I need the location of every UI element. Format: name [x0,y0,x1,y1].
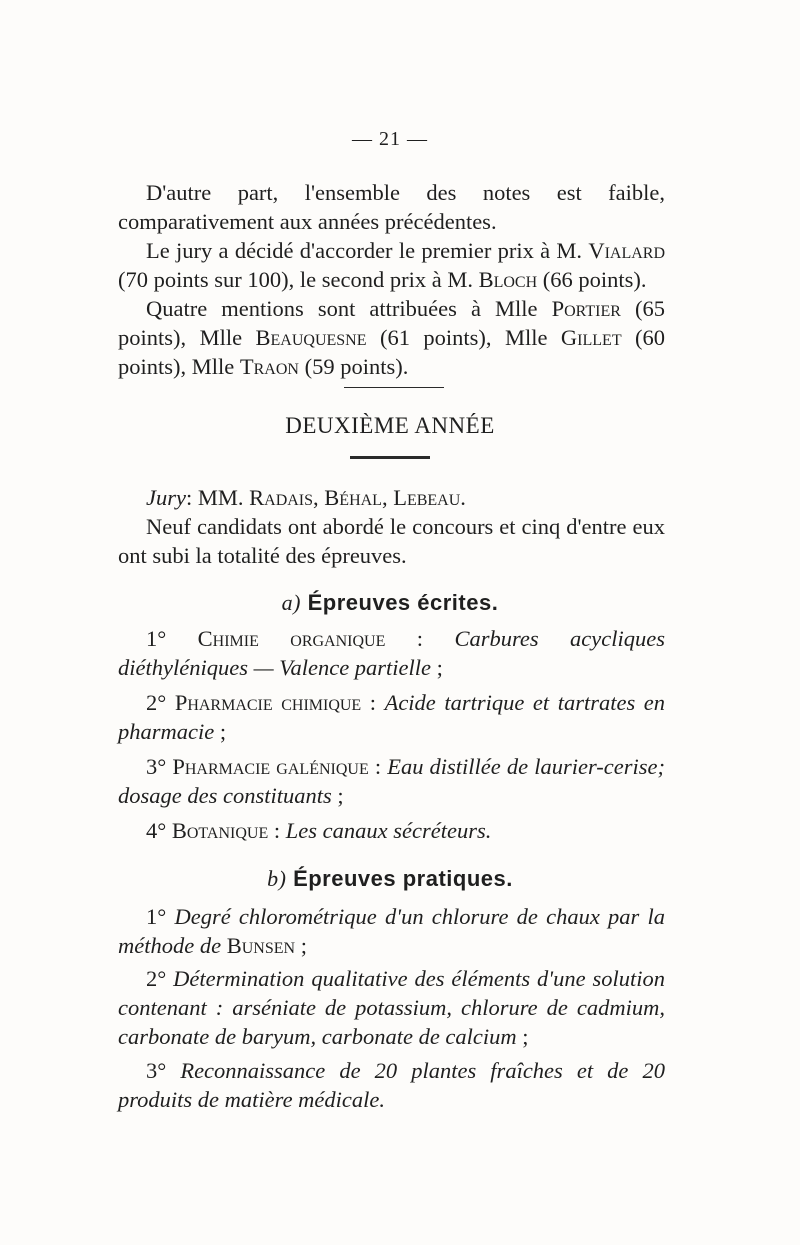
name-gillet: Gillet [560,325,622,350]
jury-label: Jury [146,485,186,510]
item-topic: Les canaux sécréteurs. [285,818,492,843]
item-end: ; [331,783,344,808]
separator-rule [344,387,444,388]
name-vialard: Vialard [588,238,666,263]
item-sep: : [385,626,455,651]
item-sep: : [361,690,385,715]
practical-item-3 [118,1056,665,1114]
item-name: Bunsen [226,933,296,958]
item-topic: Carbures acycliques diéthyléniques — Valence partielle [118,626,665,680]
jury-name-2: Béhal, [324,485,388,510]
section-title: DEUXIÈME ANNÉE [285,413,495,438]
item-subject: Pharmacie galénique [172,754,369,779]
intro-paragraph-2 [118,236,665,294]
item-topic: Acide tartrique et tartrates en pharmacie [118,690,665,744]
intro-paragraphs [118,178,665,381]
para3-c: (60 points), Mlle [118,325,666,379]
item-text: Degré chlorométrique d'un chlorure de chaux par la méthode de [118,904,665,958]
intro-paragraph-3 [118,294,665,381]
para2-end: (66 points). [542,267,647,292]
item-text: Détermination qualitative des éléments d'une solution contenant : arséniate de potassium, chlorure de cadmium, carbonate de baryum, carbonate de calcium [118,966,665,1049]
item-topic: Eau distillée de laurier-cerise; dosage des constituants [118,754,665,808]
name-beauquesne: Beauquesne [255,325,367,350]
item-number: 3° [146,754,167,779]
item-number: 3° [146,1058,167,1083]
para3-b: (61 points), Mlle [379,325,548,350]
jury-colon: : [185,485,193,510]
item-end: ; [516,1024,529,1049]
item-sep: : [368,754,388,779]
item-subject: Chimie organique [197,626,386,651]
para3-start: Quatre mentions sont attribuées à Mlle [146,296,538,321]
page-number: — 21 — [352,128,428,150]
written-letter: a) [281,590,301,615]
item-number: 4° [146,818,167,843]
item-number: 2° [146,966,167,991]
para3-end: (59 points). [304,354,409,379]
written-item-4 [118,816,665,845]
jury-prefix: MM. [197,485,244,510]
name-bloch: Bloch [478,267,538,292]
practical-item-2 [118,964,665,1051]
intro-paragraph-1: D'autre part, l'ensemble des notes est faible, comparativement aux années précédentes. [118,180,665,234]
jury-name-3: Lebeau. [393,485,466,510]
item-number: 1° [146,904,167,929]
para3-a: (65 points), Mlle [118,296,666,350]
item-end: ; [295,933,307,958]
para2-start: Le jury a décidé d'accorder le premier prix à M. [146,238,583,263]
written-item-3 [118,752,665,810]
jury-name-1: Radais, [249,485,319,510]
item-end: ; [431,655,443,680]
item-sep: : [268,818,286,843]
jury-block [118,483,665,570]
item-text: Reconnaissance de 20 plantes fraîches et de 20 produits de matière médicale. [118,1058,665,1112]
written-item-2 [118,688,665,746]
item-number: 2° [146,690,167,715]
name-traon: Traon [239,354,299,379]
item-number: 1° [146,626,167,651]
para2-mid: (70 points sur 100), le second prix à M. [118,267,473,292]
practical-heading [0,866,780,892]
title-underline [350,456,430,459]
item-end: ; [214,719,227,744]
written-title: Épreuves écrites. [307,590,499,615]
candidates-paragraph: Neuf candidats ont abordé le concours et cinq d'entre eux ont subi la totalité des épreuves. [118,514,665,568]
written-item-1 [118,624,665,682]
practical-item-1 [118,902,665,960]
item-subject: Botanique [171,818,269,843]
practical-letter: b) [267,866,287,891]
practical-title: Épreuves pratiques. [293,866,513,891]
item-subject: Pharmacie chimique [174,690,362,715]
jury-line [118,483,665,512]
name-portier: Portier [551,296,621,321]
written-heading [0,590,780,616]
